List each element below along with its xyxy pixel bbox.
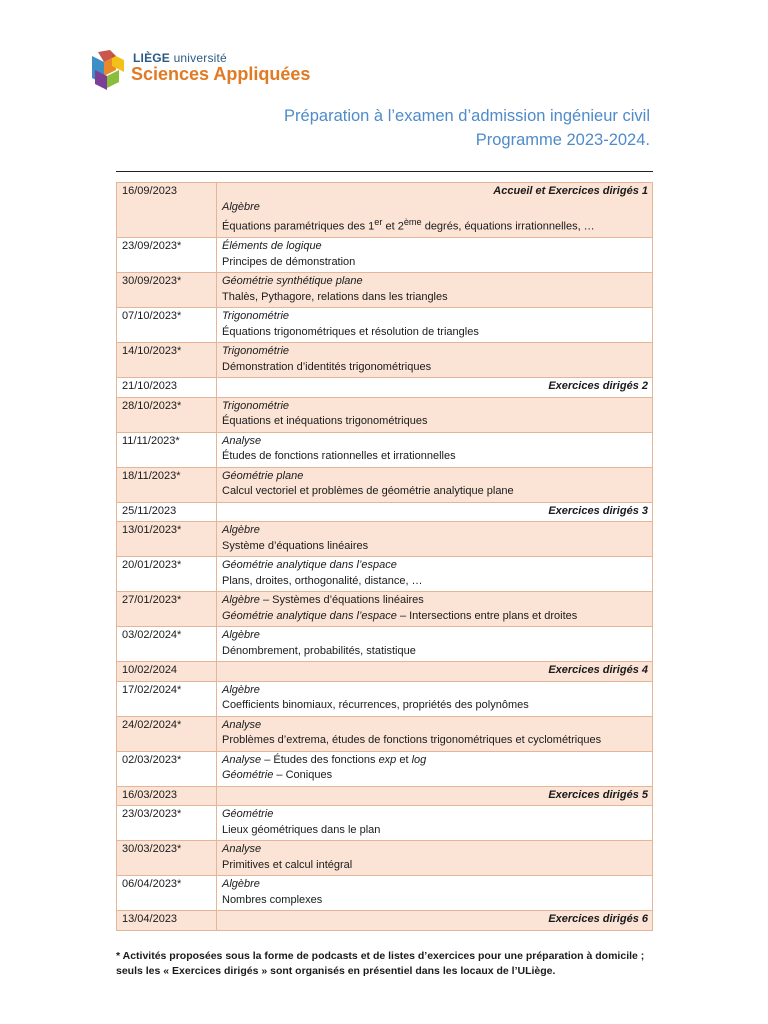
session-topic-line (222, 609, 648, 625)
session-date: 13/04/2023 (117, 911, 217, 931)
topic-text: – Intersections entre plans et droites (396, 609, 578, 622)
session-subject: Analyse (222, 434, 262, 447)
session-topic-line (222, 753, 648, 769)
session-date: 24/02/2024* (117, 716, 217, 751)
table-row (117, 841, 653, 876)
session-content (217, 841, 653, 876)
session-topic: Problèmes d’extrema, études de fonctions trigonométriques et cyclométriques (222, 734, 602, 747)
topic-text: exp (378, 753, 397, 766)
schedule-table (116, 182, 653, 931)
session-topic-line (222, 768, 648, 784)
table-row (117, 876, 653, 911)
session-date: 16/03/2023 (117, 786, 217, 806)
session-topic-line (222, 593, 648, 609)
session-content (217, 806, 653, 841)
table-row (117, 522, 653, 557)
session-subject: Trigonométrie (222, 345, 290, 358)
guided-exercises-label: Exercices dirigés 2 (548, 380, 648, 393)
session-content (217, 432, 653, 467)
session-content (217, 681, 653, 716)
session-content (217, 273, 653, 308)
session-topic: Calcul vectoriel et problèmes de géométrie analytique plane (222, 485, 514, 498)
session-subject: Géométrie (222, 769, 274, 782)
session-date: 23/09/2023* (117, 238, 217, 273)
session-content (217, 751, 653, 786)
session-topic: Équations trigonométriques et résolution de triangles (222, 325, 479, 338)
session-content (217, 876, 653, 911)
page-subtitle: Programme 2023-2024. (475, 131, 650, 149)
table-row (117, 911, 653, 931)
session-content (217, 502, 653, 522)
session-date: 07/10/2023* (117, 308, 217, 343)
topic-text: et (396, 753, 412, 766)
session-subject: Analyse (222, 718, 262, 731)
session-topic: Primitives et calcul intégral (222, 858, 353, 871)
session-content (217, 378, 653, 398)
session-subject: Géométrie analytique dans l’espace (222, 559, 397, 572)
session-date: 30/03/2023* (117, 841, 217, 876)
session-subject: Géométrie analytique dans l’espace (222, 609, 397, 622)
session-content (217, 343, 653, 378)
guided-exercises-label: Exercices dirigés 4 (548, 664, 648, 677)
session-topic: Thalès, Pythagore, relations dans les triangles (222, 290, 448, 303)
session-subject: Géométrie (222, 808, 274, 821)
logo-university-text: LIÈGE université (133, 51, 227, 65)
session-content (217, 308, 653, 343)
session-content (217, 662, 653, 682)
session-topic: Système d’équations linéaires (222, 539, 369, 552)
topic-text: degrés, équations irrationnelles, … (421, 220, 595, 233)
session-content (217, 592, 653, 627)
session-subject: Trigonométrie (222, 310, 290, 323)
session-subject: Géométrie synthétique plane (222, 275, 363, 288)
uliege-logo-mark-icon (92, 50, 128, 90)
session-topic: Études de fonctions rationnelles et irrationnelles (222, 450, 456, 463)
session-topic: Plans, droites, orthogonalité, distance, … (222, 574, 423, 587)
session-subject: Algèbre (222, 524, 260, 537)
page-title-block (284, 104, 650, 152)
table-row (117, 273, 653, 308)
session-subject: Algèbre (222, 683, 260, 696)
uliege-logo (92, 50, 311, 90)
session-date: 11/11/2023* (117, 432, 217, 467)
logo-faculty-text: Sciences Appliquées (131, 64, 311, 84)
table-row (117, 592, 653, 627)
session-date: 17/02/2024* (117, 681, 217, 716)
session-subject: Algèbre (222, 200, 260, 213)
session-content (217, 397, 653, 432)
session-content (217, 522, 653, 557)
footnote: * Activités proposées sous la forme de podcasts et de listes d’exercices pour une préparation à domicile ; seuls les « Exercices dirigés » sont organisés en présentiel dans les locaux de l’ULiège. (116, 950, 645, 977)
table-row (117, 627, 653, 662)
session-date: 21/10/2023 (117, 378, 217, 398)
table-row (117, 378, 653, 398)
session-topic (222, 215, 648, 235)
table-row (117, 183, 653, 238)
session-date: 16/09/2023 (117, 183, 217, 238)
table-row (117, 716, 653, 751)
superscript: er (374, 217, 383, 227)
session-date: 10/02/2024 (117, 662, 217, 682)
page-title: Préparation à l’examen d’admission ingénieur civil (284, 107, 650, 125)
session-topic: Nombres complexes (222, 893, 323, 906)
topic-text: – Coniques (273, 769, 333, 782)
session-date: 25/11/2023 (117, 502, 217, 522)
session-content (217, 627, 653, 662)
session-topic: Coefficients binomiaux, récurrences, propriétés des polynômes (222, 699, 529, 712)
guided-exercises-label: Exercices dirigés 6 (548, 913, 648, 926)
table-row (117, 343, 653, 378)
table-row (117, 557, 653, 592)
header-divider (116, 171, 653, 172)
session-date: 02/03/2023* (117, 751, 217, 786)
session-subject: Analyse (222, 753, 262, 766)
guided-exercises-label: Exercices dirigés 5 (548, 788, 648, 801)
table-row (117, 308, 653, 343)
session-subject: Algèbre (222, 878, 260, 891)
table-row (117, 238, 653, 273)
session-content (217, 911, 653, 931)
session-date: 18/11/2023* (117, 467, 217, 502)
session-content (217, 467, 653, 502)
table-row (117, 786, 653, 806)
session-topic: Équations et inéquations trigonométriques (222, 415, 428, 428)
topic-text: et 2 (382, 220, 404, 233)
topic-text: log (411, 753, 427, 766)
session-subject: Éléments de logique (222, 240, 322, 253)
session-date: 03/02/2024* (117, 627, 217, 662)
session-date: 28/10/2023* (117, 397, 217, 432)
guided-exercises-label: Accueil et Exercices dirigés 1 (493, 185, 648, 197)
table-row (117, 751, 653, 786)
session-subject: Algèbre (222, 594, 260, 607)
session-date: 27/01/2023* (117, 592, 217, 627)
session-date: 20/01/2023* (117, 557, 217, 592)
session-subject: Trigonométrie (222, 399, 290, 412)
session-date: 23/03/2023* (117, 806, 217, 841)
table-row (117, 502, 653, 522)
session-topic: Dénombrement, probabilités, statistique (222, 644, 416, 657)
session-subject: Algèbre (222, 629, 260, 642)
guided-exercises-label: Exercices dirigés 3 (548, 504, 648, 517)
session-content (217, 183, 653, 238)
table-row (117, 681, 653, 716)
session-subject: Analyse (222, 843, 262, 856)
session-topic: Démonstration d’identités trigonométriques (222, 360, 432, 373)
topic-text: Équations paramétriques des 1 (222, 220, 375, 233)
table-row (117, 662, 653, 682)
session-content (217, 786, 653, 806)
session-date: 30/09/2023* (117, 273, 217, 308)
topic-text: – Études des fonctions (261, 753, 379, 766)
session-content (217, 238, 653, 273)
session-content (217, 557, 653, 592)
table-row (117, 397, 653, 432)
session-date: 13/01/2023* (117, 522, 217, 557)
session-content (217, 716, 653, 751)
table-row (117, 806, 653, 841)
table-row (117, 467, 653, 502)
session-date: 06/04/2023* (117, 876, 217, 911)
session-topic: Lieux géométriques dans le plan (222, 823, 381, 836)
session-subject: Géométrie plane (222, 469, 304, 482)
session-topic: Principes de démonstration (222, 255, 356, 268)
superscript: ème (403, 217, 422, 227)
topic-text: – Systèmes d’équations linéaires (259, 594, 424, 607)
table-row (117, 432, 653, 467)
session-date: 14/10/2023* (117, 343, 217, 378)
